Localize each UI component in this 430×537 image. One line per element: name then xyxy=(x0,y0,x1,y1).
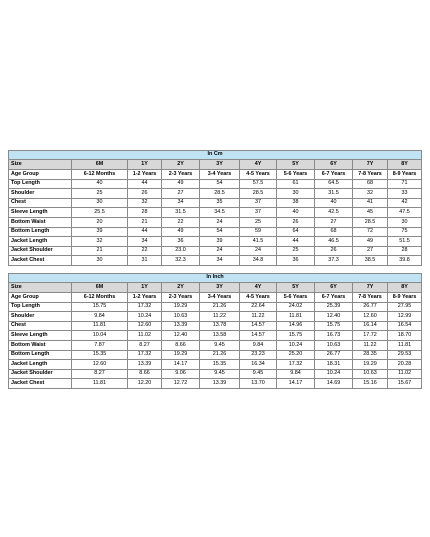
table-cell: 26.77 xyxy=(353,302,388,312)
table-cell: 15.35 xyxy=(200,360,240,370)
table-cell: 13.70 xyxy=(240,379,277,389)
table-cell: 9.45 xyxy=(200,340,240,350)
age-header-row xyxy=(9,292,422,302)
age-header-row xyxy=(9,169,422,179)
table-cell: 19.29 xyxy=(162,302,200,312)
age-header-label: Age Group xyxy=(9,292,72,302)
table-cell: 12.72 xyxy=(162,379,200,389)
table-row xyxy=(9,331,422,341)
table-cell: 18.70 xyxy=(388,331,422,341)
table-cell: 25 xyxy=(277,246,315,256)
table-cell: 37.3 xyxy=(315,256,353,266)
table-cell: 24 xyxy=(240,246,277,256)
table-cell: 30 xyxy=(388,217,422,227)
table-cell: 11.22 xyxy=(200,312,240,322)
table-row xyxy=(9,379,422,389)
table-cell: 10.63 xyxy=(315,340,353,350)
table-cell: 34 xyxy=(200,256,240,266)
table-cell: 72 xyxy=(353,227,388,237)
table-cell: 31.5 xyxy=(162,208,200,218)
table-cell: 16.73 xyxy=(315,331,353,341)
table-cell: 75 xyxy=(388,227,422,237)
age-header-cell: 5-6 Years xyxy=(277,292,315,302)
table-row xyxy=(9,350,422,360)
age-header-cell: 2-3 Years xyxy=(162,292,200,302)
table-cell: 8.27 xyxy=(72,369,128,379)
table-row xyxy=(9,237,422,247)
size-header-label: Size xyxy=(9,283,72,293)
table-cell: 12.60 xyxy=(353,312,388,322)
table-cell: 25 xyxy=(72,189,128,199)
table-cell: 21.26 xyxy=(200,350,240,360)
table-cell: 54 xyxy=(200,227,240,237)
table-row xyxy=(9,340,422,350)
table-cell: 12.40 xyxy=(162,331,200,341)
table-cell: 11.81 xyxy=(72,379,128,389)
table-cell: 8.27 xyxy=(128,340,162,350)
table-cell: 13.78 xyxy=(200,321,240,331)
table-cell: 24 xyxy=(200,246,240,256)
table-cell: 34.8 xyxy=(240,256,277,266)
age-header-label: Age Group xyxy=(9,169,72,179)
table-cell: 7.87 xyxy=(72,340,128,350)
size-header-cell: 6Y xyxy=(315,160,353,170)
table-row xyxy=(9,256,422,266)
table-cell: 9.45 xyxy=(200,369,240,379)
table-cell: 11.81 xyxy=(277,312,315,322)
table-cell: 14.57 xyxy=(240,331,277,341)
table-cell: 59 xyxy=(240,227,277,237)
table-cell: 17.32 xyxy=(128,302,162,312)
table-cell: 51.5 xyxy=(388,237,422,247)
table-cell: 13.39 xyxy=(162,321,200,331)
table-cell: 15.35 xyxy=(72,350,128,360)
age-header-cell: 6-7 Years xyxy=(315,169,353,179)
size-header-cell: 2Y xyxy=(162,283,200,293)
table-cell: 10.24 xyxy=(128,312,162,322)
size-header-cell: 4Y xyxy=(240,160,277,170)
table-cell: 24 xyxy=(200,217,240,227)
size-chart-inch xyxy=(8,273,422,389)
table-cell: 9.06 xyxy=(162,369,200,379)
table-cell: 11.22 xyxy=(240,312,277,322)
size-header-cell: 3Y xyxy=(200,283,240,293)
table-cell: 22.64 xyxy=(240,302,277,312)
table-cell: 37 xyxy=(240,208,277,218)
size-header-cell: 7Y xyxy=(353,283,388,293)
table-cell: 28.35 xyxy=(353,350,388,360)
table-cell: 40 xyxy=(277,208,315,218)
table-cell: 32.3 xyxy=(162,256,200,266)
table-cell: 28 xyxy=(128,208,162,218)
age-header-cell: 3-4 Years xyxy=(200,169,240,179)
table-cell: 45 xyxy=(353,208,388,218)
size-header-row xyxy=(9,160,422,170)
table-cell: 47.5 xyxy=(388,208,422,218)
row-label: Shoulder xyxy=(9,189,72,199)
row-label: Jacket Length xyxy=(9,360,72,370)
table-cell: 40 xyxy=(72,179,128,189)
row-label: Sleeve Length xyxy=(9,208,72,218)
size-header-cell: 6M xyxy=(72,160,128,170)
table-cell: 12.60 xyxy=(128,321,162,331)
table-cell: 20 xyxy=(72,217,128,227)
row-label: Bottom Length xyxy=(9,227,72,237)
table-cell: 44 xyxy=(128,179,162,189)
table-cell: 68 xyxy=(315,227,353,237)
table-cell: 41 xyxy=(353,198,388,208)
table-cell: 38 xyxy=(277,198,315,208)
row-label: Jacket Length xyxy=(9,237,72,247)
table-cell: 30 xyxy=(277,189,315,199)
table-row xyxy=(9,312,422,322)
table-cell: 20.28 xyxy=(388,360,422,370)
age-header-cell: 6-12 Months xyxy=(72,169,128,179)
age-header-cell: 5-6 Years xyxy=(277,169,315,179)
table-cell: 10.63 xyxy=(353,369,388,379)
age-header-cell: 6-7 Years xyxy=(315,292,353,302)
table-cell: 27 xyxy=(315,217,353,227)
table-cell: 28.5 xyxy=(240,189,277,199)
age-header-cell: 3-4 Years xyxy=(200,292,240,302)
table-cell: 30 xyxy=(72,198,128,208)
size-header-row xyxy=(9,283,422,293)
table-cell: 11.02 xyxy=(128,331,162,341)
table-cell: 27 xyxy=(162,189,200,199)
size-header-cell: 5Y xyxy=(277,160,315,170)
table-cell: 54 xyxy=(200,179,240,189)
age-header-cell: 4-5 Years xyxy=(240,292,277,302)
table-cell: 25.39 xyxy=(315,302,353,312)
table-row xyxy=(9,179,422,189)
table-cell: 12.20 xyxy=(128,379,162,389)
table-cell: 17.72 xyxy=(353,331,388,341)
table-cell: 32 xyxy=(353,189,388,199)
table-cell: 42 xyxy=(388,198,422,208)
table-cell: 12.40 xyxy=(315,312,353,322)
table-cell: 37 xyxy=(240,198,277,208)
age-header-cell: 1-2 Years xyxy=(128,292,162,302)
table-cell: 49 xyxy=(162,227,200,237)
size-header-cell: 6Y xyxy=(315,283,353,293)
size-chart-cm xyxy=(8,150,422,266)
table-cell: 14.69 xyxy=(315,379,353,389)
table-cell: 46.5 xyxy=(315,237,353,247)
table-cell: 25.20 xyxy=(277,350,315,360)
table-cell: 44 xyxy=(128,227,162,237)
table-cell: 24.02 xyxy=(277,302,315,312)
table-cell: 26 xyxy=(315,246,353,256)
table-cell: 35 xyxy=(200,198,240,208)
table-cell: 28.5 xyxy=(200,189,240,199)
table-cell: 71 xyxy=(388,179,422,189)
table-cell: 25 xyxy=(240,217,277,227)
table-cell: 29.53 xyxy=(388,350,422,360)
table-row xyxy=(9,198,422,208)
table-cell: 13.39 xyxy=(128,360,162,370)
age-header-cell: 2-3 Years xyxy=(162,169,200,179)
table-cell: 27 xyxy=(353,246,388,256)
table-cell: 9.45 xyxy=(240,369,277,379)
table-cell: 42.5 xyxy=(315,208,353,218)
table-cell: 31.5 xyxy=(315,189,353,199)
table-cell: 9.84 xyxy=(72,312,128,322)
age-header-cell: 1-2 Years xyxy=(128,169,162,179)
table-cell: 19.29 xyxy=(353,360,388,370)
table-cell: 28.5 xyxy=(353,217,388,227)
table-cell: 15.16 xyxy=(353,379,388,389)
table-cell: 34 xyxy=(128,237,162,247)
table-cell: 39.8 xyxy=(388,256,422,266)
table-row xyxy=(9,302,422,312)
table-cell: 8.66 xyxy=(162,340,200,350)
table-cell: 12.99 xyxy=(388,312,422,322)
table-row xyxy=(9,246,422,256)
table-cell: 36 xyxy=(162,237,200,247)
table-cell: 16.54 xyxy=(388,321,422,331)
row-label: Jacket Chest xyxy=(9,379,72,389)
size-header-cell: 8Y xyxy=(388,283,422,293)
size-header-cell: 8Y xyxy=(388,160,422,170)
table-cell: 32 xyxy=(128,198,162,208)
row-label: Bottom Waist xyxy=(9,217,72,227)
table-row xyxy=(9,208,422,218)
table-cell: 68 xyxy=(353,179,388,189)
table-cell: 33 xyxy=(388,189,422,199)
table-cell: 57.5 xyxy=(240,179,277,189)
size-header-label: Size xyxy=(9,160,72,170)
table-cell: 8.66 xyxy=(128,369,162,379)
table-cell: 26 xyxy=(128,189,162,199)
table-cell: 30 xyxy=(72,256,128,266)
table-cell: 15.75 xyxy=(315,321,353,331)
table-cell: 11.81 xyxy=(388,340,422,350)
table-row xyxy=(9,321,422,331)
table-cell: 26.77 xyxy=(315,350,353,360)
table-cell: 13.39 xyxy=(200,379,240,389)
row-label: Jacket Chest xyxy=(9,256,72,266)
table-cell: 25.5 xyxy=(72,208,128,218)
table-cell: 12.60 xyxy=(72,360,128,370)
row-label: Jacket Shoulder xyxy=(9,369,72,379)
table-row xyxy=(9,369,422,379)
age-header-cell: 6-12 Months xyxy=(72,292,128,302)
table-cell: 18.31 xyxy=(315,360,353,370)
table-cell: 15.67 xyxy=(388,379,422,389)
age-header-cell: 7-8 Years xyxy=(353,292,388,302)
table-cell: 22 xyxy=(162,217,200,227)
table-cell: 11.81 xyxy=(72,321,128,331)
table-title: In Cm xyxy=(9,151,422,160)
table-cell: 34.5 xyxy=(200,208,240,218)
age-header-cell: 8-9 Years xyxy=(388,292,422,302)
table-cell: 16.14 xyxy=(353,321,388,331)
table-cell: 31 xyxy=(128,256,162,266)
table-row xyxy=(9,217,422,227)
table-cell: 13.58 xyxy=(200,331,240,341)
table-cell: 17.32 xyxy=(277,360,315,370)
row-label: Top Length xyxy=(9,302,72,312)
table-cell: 10.04 xyxy=(72,331,128,341)
table-cell: 39 xyxy=(200,237,240,247)
table-cell: 64.5 xyxy=(315,179,353,189)
table-cell: 39 xyxy=(72,227,128,237)
age-header-cell: 7-8 Years xyxy=(353,169,388,179)
row-label: Chest xyxy=(9,198,72,208)
table-cell: 28 xyxy=(388,246,422,256)
size-header-cell: 6M xyxy=(72,283,128,293)
row-label: Bottom Waist xyxy=(9,340,72,350)
row-label: Chest xyxy=(9,321,72,331)
table-cell: 11.02 xyxy=(388,369,422,379)
table-cell: 44 xyxy=(277,237,315,247)
table-cell: 10.24 xyxy=(315,369,353,379)
table-cell: 14.17 xyxy=(277,379,315,389)
row-label: Shoulder xyxy=(9,312,72,322)
size-header-cell: 1Y xyxy=(128,160,162,170)
table-cell: 15.75 xyxy=(72,302,128,312)
table-cell: 22 xyxy=(128,246,162,256)
table-cell: 14.57 xyxy=(240,321,277,331)
size-header-cell: 2Y xyxy=(162,160,200,170)
table-cell: 21.26 xyxy=(200,302,240,312)
table-cell: 41.5 xyxy=(240,237,277,247)
size-header-cell: 4Y xyxy=(240,283,277,293)
table-cell: 9.84 xyxy=(277,369,315,379)
table-cell: 14.17 xyxy=(162,360,200,370)
table-cell: 17.32 xyxy=(128,350,162,360)
table-cell: 61 xyxy=(277,179,315,189)
table-cell: 21 xyxy=(128,217,162,227)
table-cell: 23.0 xyxy=(162,246,200,256)
table-row xyxy=(9,189,422,199)
row-label: Sleeve Length xyxy=(9,331,72,341)
table-cell: 19.29 xyxy=(162,350,200,360)
table-cell: 23.23 xyxy=(240,350,277,360)
table-cell: 64 xyxy=(277,227,315,237)
table-row xyxy=(9,360,422,370)
table-row xyxy=(9,227,422,237)
table-cell: 40 xyxy=(315,198,353,208)
size-header-cell: 7Y xyxy=(353,160,388,170)
table-cell: 38.5 xyxy=(353,256,388,266)
table-cell: 9.84 xyxy=(240,340,277,350)
table-cell: 26 xyxy=(277,217,315,227)
table-cell: 11.22 xyxy=(353,340,388,350)
row-label: Bottom Length xyxy=(9,350,72,360)
table-cell: 36 xyxy=(277,256,315,266)
table-cell: 34 xyxy=(162,198,200,208)
age-header-cell: 8-9 Years xyxy=(388,169,422,179)
size-header-cell: 3Y xyxy=(200,160,240,170)
table-cell: 49 xyxy=(353,237,388,247)
row-label: Top Length xyxy=(9,179,72,189)
table-title: In Inch xyxy=(9,274,422,283)
table-cell: 21 xyxy=(72,246,128,256)
table-cell: 32 xyxy=(72,237,128,247)
size-header-cell: 1Y xyxy=(128,283,162,293)
size-header-cell: 5Y xyxy=(277,283,315,293)
table-cell: 10.63 xyxy=(162,312,200,322)
age-header-cell: 4-5 Years xyxy=(240,169,277,179)
table-cell: 16.34 xyxy=(240,360,277,370)
table-cell: 14.96 xyxy=(277,321,315,331)
row-label: Jacket Shoulder xyxy=(9,246,72,256)
table-cell: 10.24 xyxy=(277,340,315,350)
table-cell: 49 xyxy=(162,179,200,189)
table-cell: 15.75 xyxy=(277,331,315,341)
table-cell: 27.95 xyxy=(388,302,422,312)
